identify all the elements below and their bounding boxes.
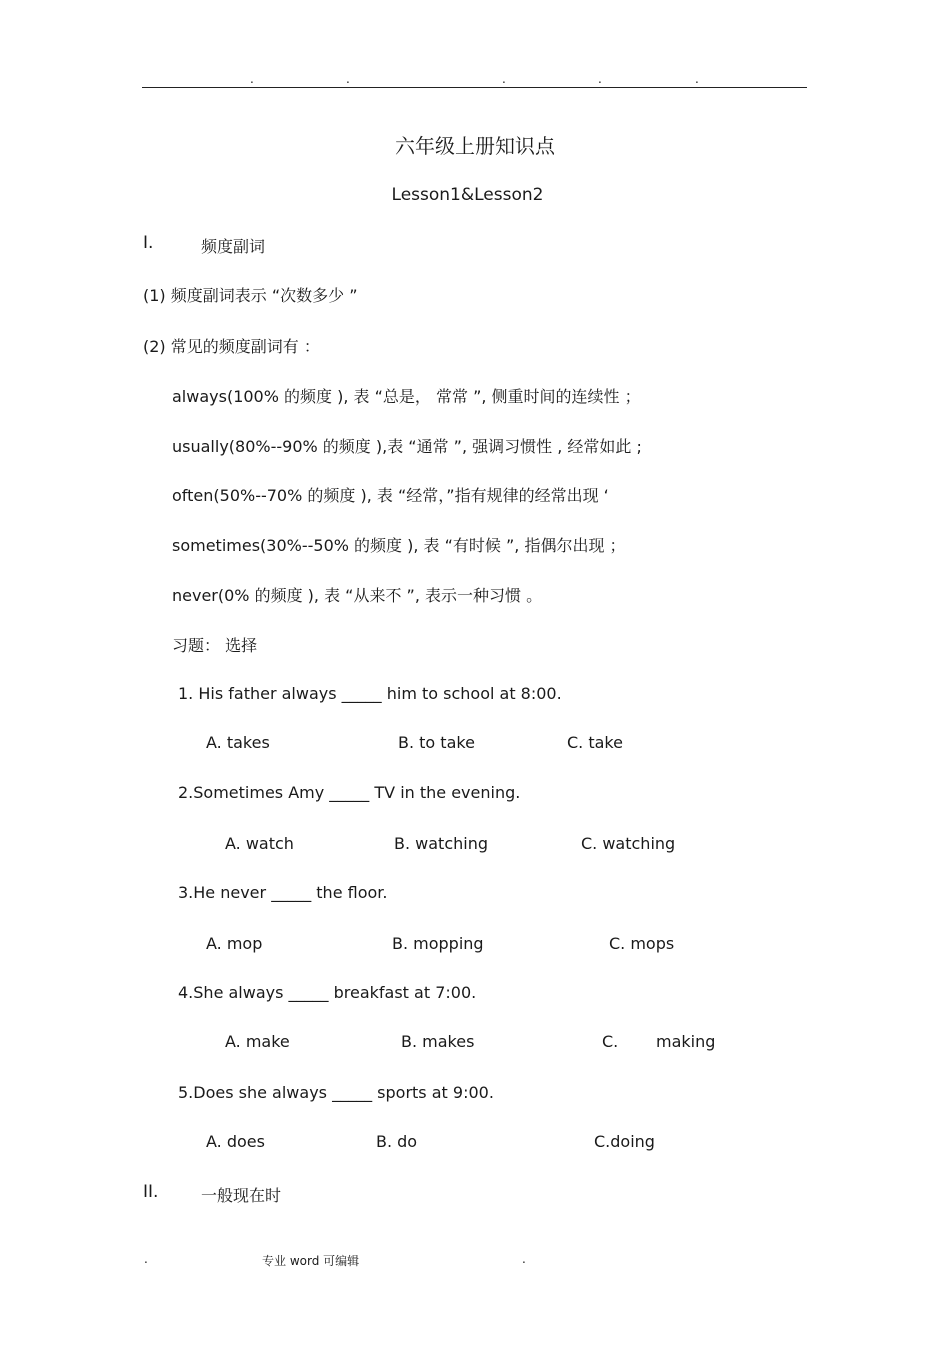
section-2-heading: 一般现在时 — [201, 1186, 282, 1205]
q1-option-b: B. to take — [398, 733, 475, 752]
header-dot: . — [346, 72, 350, 86]
question-3: 3.He never _____ the floor. — [178, 883, 388, 902]
header-dot: . — [502, 72, 506, 86]
section-1-point-2: (2) 常见的频度副词有 ： — [143, 337, 320, 356]
q4-option-b: B. makes — [401, 1032, 475, 1051]
page-title: 六年级上册知识点 — [395, 134, 555, 158]
q4-option-c-text: making — [656, 1032, 716, 1051]
page-subtitle: Lesson1&Lesson2 — [391, 185, 544, 205]
footer-right-dot: . — [522, 1252, 526, 1266]
q1-option-c: C. take — [567, 733, 623, 752]
section-1-heading: 频度副词 — [201, 237, 266, 256]
adverb-usually: usually(80%--90% 的频度 ),表 “通常 ”, 强调习惯性 , 经常如此 ; — [172, 437, 642, 456]
adverb-always: always(100% 的频度 ), 表 “总是， 常常 ”, 侧重时间的连续性 ； — [172, 387, 641, 406]
question-5: 5.Does she always _____ sports at 9:00. — [178, 1083, 494, 1102]
header-dot: . — [695, 72, 699, 86]
q3-option-c: C. mops — [609, 934, 675, 953]
header-rule — [142, 87, 807, 88]
section-1-number: I. — [143, 233, 154, 253]
q2-option-b: B. watching — [394, 834, 488, 853]
question-2: 2.Sometimes Amy _____ TV in the evening. — [178, 783, 521, 802]
header-dot: . — [250, 72, 254, 86]
q5-option-c: C.doing — [594, 1132, 655, 1151]
question-4: 4.She always _____ breakfast at 7:00. — [178, 983, 477, 1002]
adverb-sometimes: sometimes(30%--50% 的频度 ), 表 “有时候 ”, 指偶尔出现 ； — [172, 536, 626, 555]
q5-option-b: B. do — [376, 1132, 418, 1151]
adverb-often: often(50%--70% 的频度 ), 表 “经常，”指有规律的经常出现 ‘ — [172, 486, 609, 505]
header-dot: . — [598, 72, 602, 86]
footer-text: 专业 word 可编辑 — [262, 1254, 360, 1268]
q4-option-a: A. make — [225, 1032, 290, 1051]
exercise-label: 习题： 选择 — [172, 636, 258, 655]
q5-option-a: A. does — [206, 1132, 265, 1151]
q3-option-b: B. mopping — [392, 934, 484, 953]
question-1: 1. His father always _____ him to school at 8:00. — [178, 684, 562, 703]
q1-option-a: A. takes — [206, 733, 270, 752]
q4-option-c-letter: C. — [602, 1032, 619, 1051]
q3-option-a: A. mop — [206, 934, 263, 953]
footer-left-dot: . — [144, 1252, 148, 1266]
adverb-never: never(0% 的频度 ), 表 “从来不 ”, 表示一种习惯 。 — [172, 586, 543, 605]
q2-option-c: C. watching — [581, 834, 676, 853]
section-1-point-1: (1) 频度副词表示 “次数多少 ” — [143, 286, 358, 305]
section-2-number: II. — [143, 1182, 159, 1202]
q2-option-a: A. watch — [225, 834, 294, 853]
